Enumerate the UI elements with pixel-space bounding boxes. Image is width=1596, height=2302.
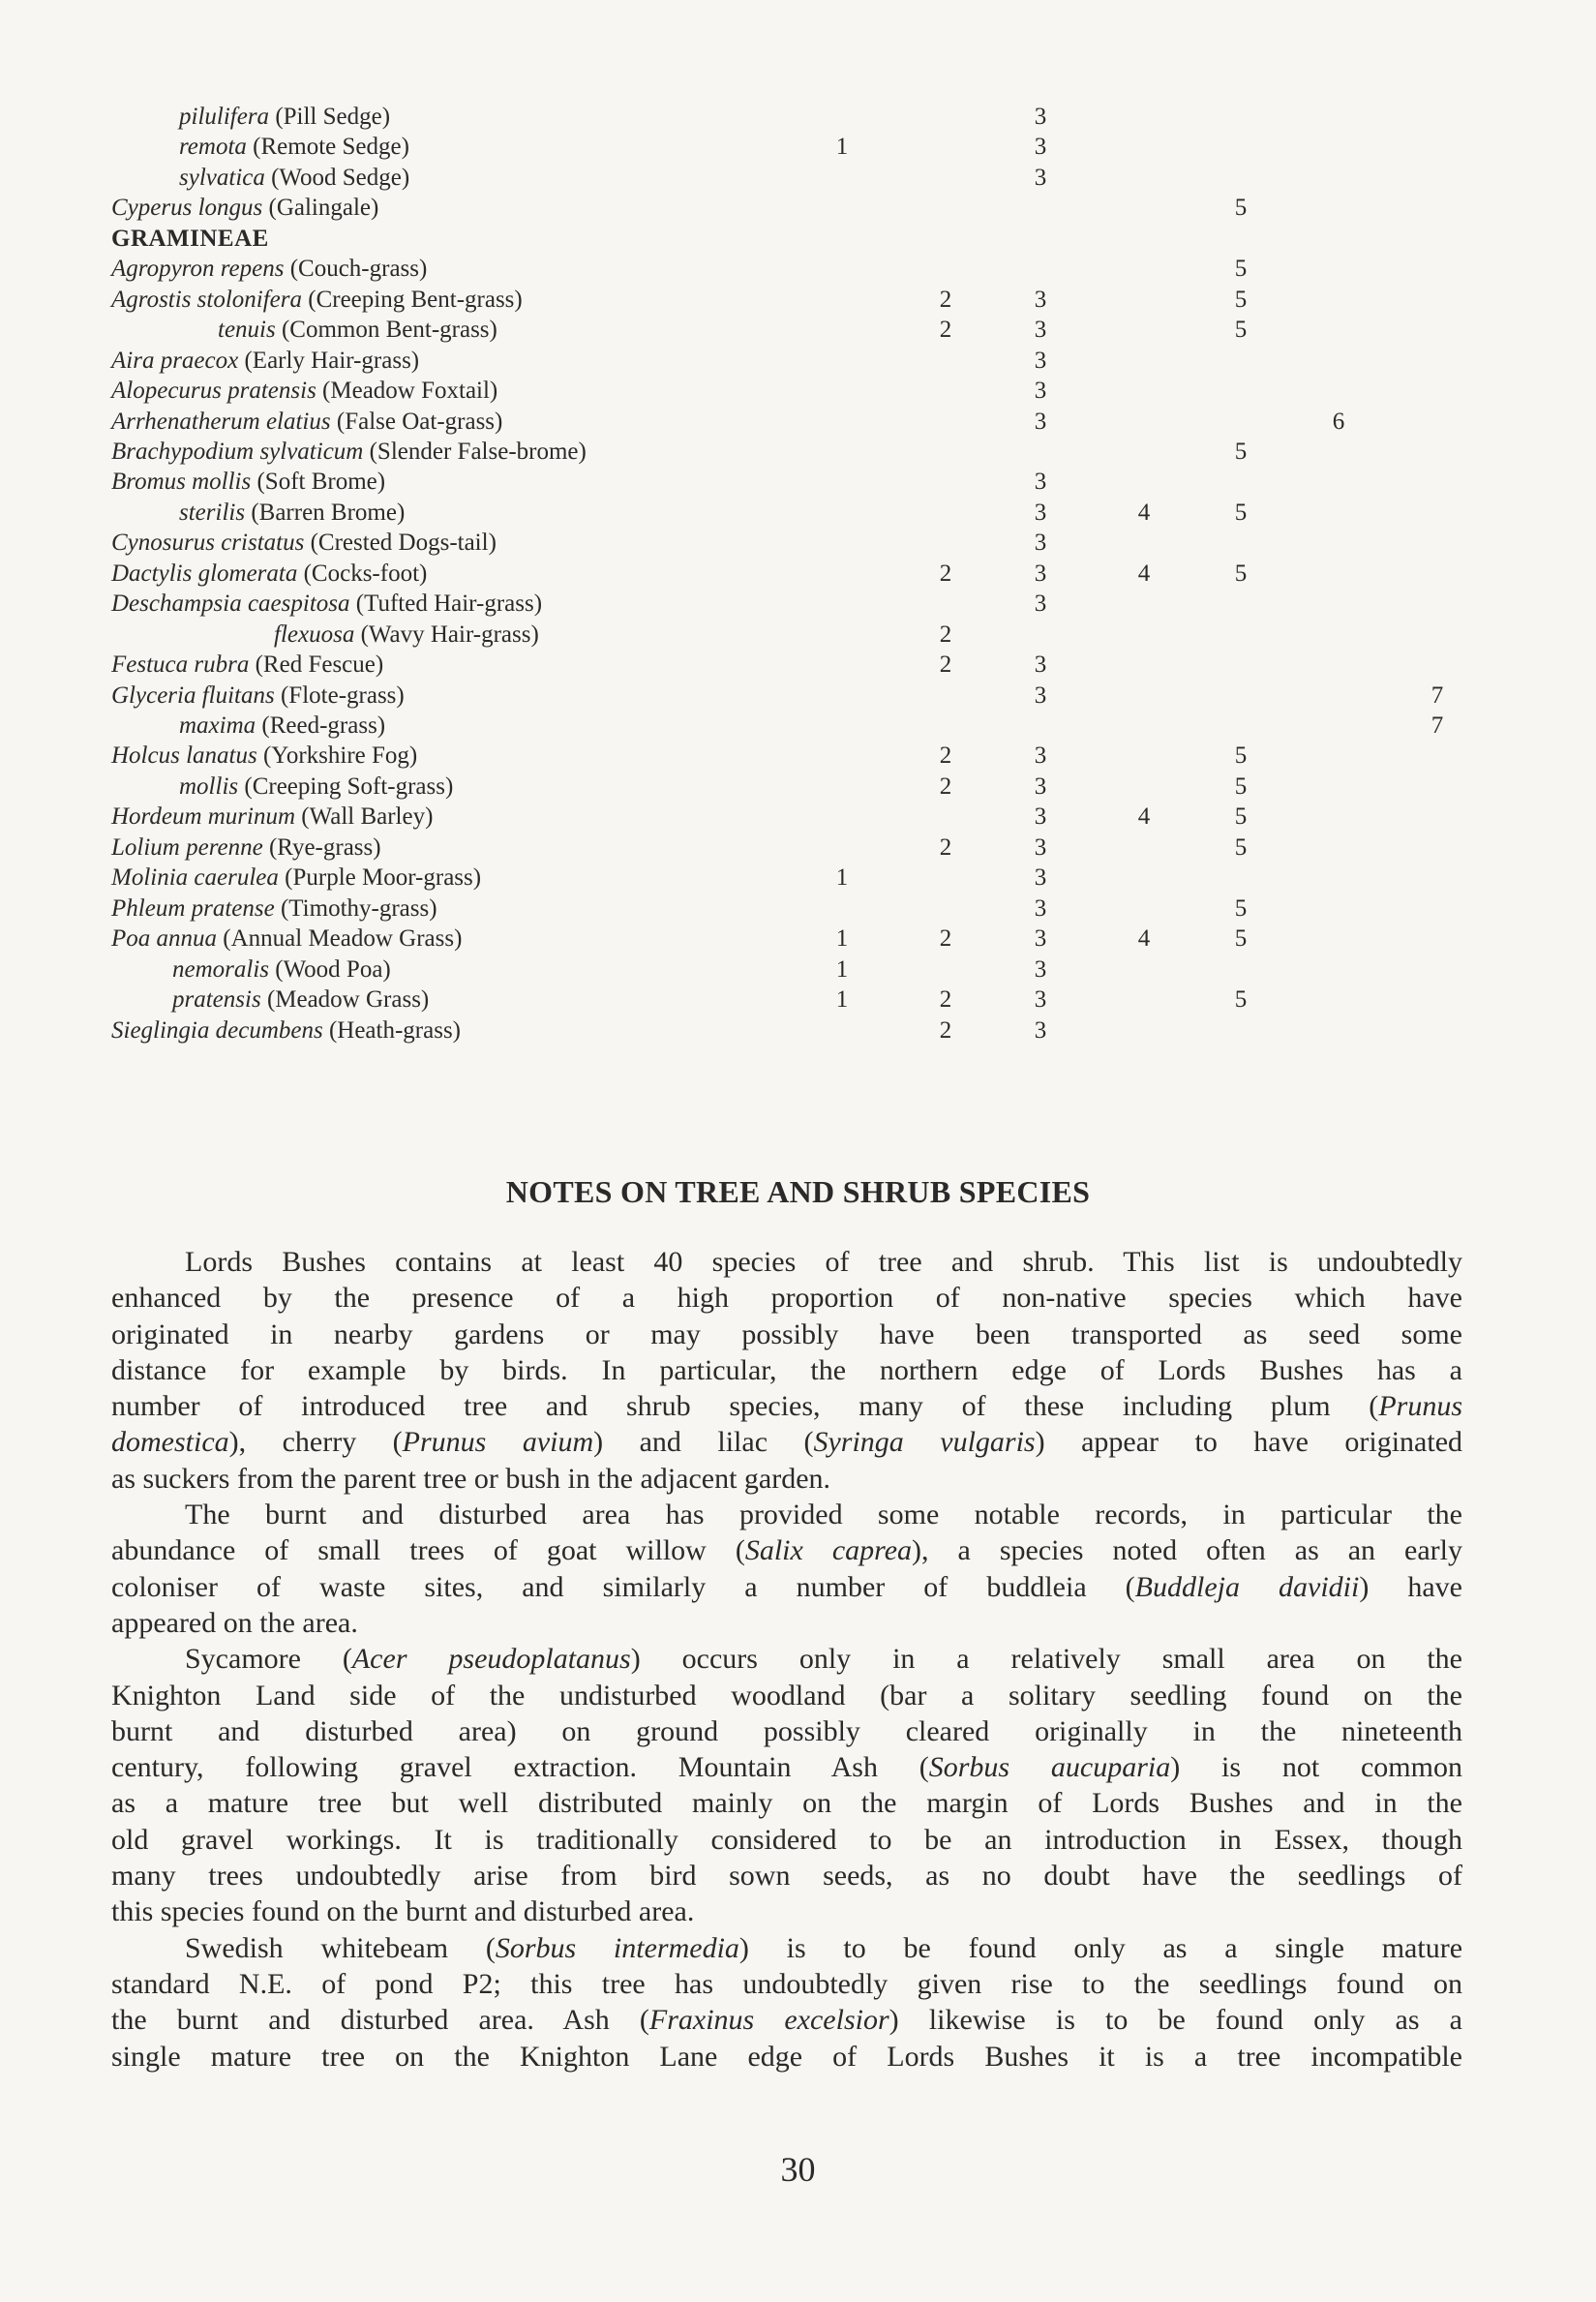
common-name: (Cocks-foot) [297,560,428,587]
habitat-column-5-value: 5 [1234,894,1248,922]
text-line [111,1822,1462,1858]
habitat-column-3-value: 3 [1034,104,1047,130]
latin-name: Cyperus longus [111,195,263,222]
habitat-column-3-value: 3 [1034,560,1047,587]
species-name [111,528,497,558]
common-name: (Creeping Bent-grass) [302,286,523,313]
species-name [111,802,433,832]
latin-name: remota [179,134,247,161]
habitat-column-3-value: 3 [1034,591,1047,618]
text-run: as suckers from the parent tree or bush in the adjacent garden. [111,1462,831,1495]
habitat-column-5-value: 5 [1234,286,1248,313]
habitat-column-3-value: 3 [1034,651,1047,679]
habitat-column-3-value: 3 [1034,317,1047,344]
family-heading: GRAMINEAE [111,225,269,252]
text-line [111,1244,1462,1280]
italic-species-name: Syringa vulgaris [813,1426,1036,1459]
species-name [179,163,409,193]
habitat-column-5-value: 5 [1234,772,1248,800]
text-run: Knighton Land side of the undisturbed woodland (bar a solitary seedling found on the [111,1679,1462,1711]
habitat-column-3-value: 3 [1034,530,1047,557]
species-table [0,0,1596,1065]
species-row [0,589,1596,619]
text-run: number of introduced tree and shrub species, many of these including plum ( [111,1390,1379,1423]
species-name [111,1015,461,1045]
text-run: originated in nearby gardens or may possibly have been transported as seed some [111,1318,1462,1350]
species-row [0,102,1596,132]
species-row [0,711,1596,741]
common-name: (Red Fescue) [249,651,384,679]
species-name [179,498,405,528]
text-line [111,1497,1462,1532]
species-row [0,559,1596,589]
habitat-column-5-value: 5 [1234,925,1248,953]
text-line [111,1678,1462,1713]
species-name [111,285,523,315]
habitat-column-5-value: 5 [1234,803,1248,831]
italic-species-name: Acer pseudoplatanus [351,1643,631,1676]
common-name: (Tufted Hair-grass) [349,591,543,618]
text-line [111,1966,1462,2002]
species-name [111,346,419,376]
species-row [0,954,1596,984]
species-name [111,741,417,771]
habitat-column-3-value: 3 [1034,833,1047,861]
text-run: distance for example by birds. In particular, the northern edge of Lords Bushes has a [111,1353,1462,1386]
common-name: (Crested Dogs-tail) [304,530,497,557]
habitat-column-4-value: 4 [1137,560,1151,587]
text-line [111,1749,1462,1785]
text-line [111,1569,1462,1605]
latin-name: Glyceria fluitans [111,682,275,709]
latin-name: Phleum pratense [111,894,275,922]
species-name [111,650,383,680]
latin-name: Hordeum murinum [111,803,296,831]
text-run: appeared on the area. [111,1606,358,1639]
latin-name: Aira praecox [111,347,239,374]
habitat-column-3-value: 3 [1034,164,1047,191]
common-name: (False Oat-grass) [330,408,503,435]
species-name [111,193,378,223]
common-name: (Soft Brome) [251,469,386,496]
species-name [111,467,385,497]
common-name: (Couch-grass) [284,256,428,283]
habitat-column-7-value: 7 [1430,712,1444,739]
species-name [111,833,381,863]
habitat-column-2-value: 2 [939,925,952,953]
habitat-column-5-value: 5 [1234,317,1248,344]
species-row [0,924,1596,954]
common-name: (Creeping Soft-grass) [238,772,454,800]
habitat-column-1-value: 1 [835,864,849,892]
text-run: ), a species noted often as an early [912,1534,1463,1567]
habitat-column-3-value: 3 [1034,772,1047,800]
habitat-column-3-value: 3 [1034,347,1047,374]
common-name: (Wood Sedge) [264,164,410,191]
species-row [0,467,1596,497]
latin-name: sylvatica [179,164,265,191]
habitat-column-4-value: 4 [1137,499,1151,526]
habitat-column-5-value: 5 [1234,833,1248,861]
habitat-column-4-value: 4 [1137,925,1151,953]
species-name [111,254,427,284]
text-line [111,1893,1462,1929]
habitat-column-3-value: 3 [1034,742,1047,770]
latin-name: Cynosurus cristatus [111,530,305,557]
text-run: enhanced by the presence of a high proportion of non-native species which have [111,1282,1462,1315]
latin-name: pilulifera [179,104,270,130]
text-line [111,1424,1462,1460]
habitat-column-2-value: 2 [939,742,952,770]
species-row [0,984,1596,1015]
latin-name: flexuosa [274,621,355,648]
text-run: coloniser of waste sites, and similarly a number of buddleia ( [111,1570,1135,1603]
latin-name: Arrhenatherum elatius [111,408,331,435]
species-name [179,132,409,162]
text-run: old gravel workings. It is traditionally considered to be an introduction in Essex, though [111,1823,1462,1856]
latin-name: sterilis [179,499,246,526]
common-name: (Pill Sedge) [269,104,391,130]
habitat-column-3-value: 3 [1034,803,1047,831]
text-run: ) occurs only in a relatively small area on the [630,1643,1462,1676]
common-name: (Purple Moor-grass) [278,864,482,892]
habitat-column-5-value: 5 [1234,742,1248,770]
text-run: ) is to be found only as a single mature [738,1931,1463,1964]
text-run: the burnt and disturbed area. Ash ( [111,2004,649,2037]
species-row [0,254,1596,284]
habitat-column-7-value: 7 [1430,682,1444,709]
common-name: (Rye-grass) [262,833,381,861]
habitat-column-3-value: 3 [1034,408,1047,435]
common-name: (Flote-grass) [274,682,405,709]
text-line [111,1280,1462,1316]
species-name [179,772,453,802]
latin-name: nemoralis [172,955,269,983]
common-name: (Yorkshire Fog) [256,742,418,770]
text-line [111,1785,1462,1821]
species-name [179,711,385,741]
habitat-column-5-value: 5 [1234,195,1248,222]
habitat-column-3-value: 3 [1034,469,1047,496]
species-row [0,407,1596,437]
species-row [0,528,1596,558]
page-number: 30 [780,2150,816,2189]
text-run: Lords Bushes contains at least 40 species of tree and shrub. This list is undoubtedly [185,1246,1462,1278]
text-run: ) have [1359,1570,1462,1603]
common-name: (Slender False-brome) [363,438,587,465]
species-row [0,315,1596,345]
text-run: century, following gravel extraction. Mountain Ash ( [111,1751,929,1784]
habitat-column-2-value: 2 [939,286,952,313]
latin-name: Agrostis stolonifera [111,286,303,313]
latin-name: Alopecurus pratensis [111,378,316,405]
species-row [0,650,1596,680]
text-line [111,2039,1462,2075]
common-name: (Meadow Foxtail) [316,378,498,405]
habitat-column-3-value: 3 [1034,499,1047,526]
species-row [0,224,1596,254]
habitat-column-3-value: 3 [1034,1016,1047,1044]
text-run: Sycamore ( [185,1643,352,1676]
habitat-column-1-value: 1 [835,925,849,953]
habitat-column-1-value: 1 [835,955,849,983]
habitat-column-5-value: 5 [1234,438,1248,465]
text-run: ), cherry ( [228,1426,403,1459]
text-run: standard N.E. of pond P2; this tree has undoubtedly given rise to the seedlings found on [111,1967,1462,2000]
text-run: as a mature tree but well distributed mainly on the margin of Lords Bushes and in the [111,1787,1462,1820]
species-name [111,863,481,893]
text-line [111,2002,1462,2038]
habitat-column-2-value: 2 [939,772,952,800]
italic-species-name: Buddleja davidii [1134,1570,1360,1603]
common-name: (Wood Poa) [269,955,391,983]
species-name [274,620,539,650]
habitat-column-1-value: 1 [835,134,849,161]
text-run: many trees undoubtedly arise from bird sown seeds, as no doubt have the seedlings of [111,1860,1462,1893]
species-name [172,954,391,984]
text-run: abundance of small trees of goat willow ( [111,1534,745,1567]
notes-body [111,1244,1462,2075]
species-row [0,132,1596,162]
italic-species-name: domestica [111,1426,229,1459]
common-name: (Wall Barley) [295,803,434,831]
habitat-column-1-value: 1 [835,986,849,1014]
italic-species-name: Prunus avium [402,1426,594,1459]
habitat-column-3-value: 3 [1034,286,1047,313]
habitat-column-4-value: 4 [1137,803,1151,831]
italic-species-name: Sorbus aucuparia [928,1751,1171,1784]
text-line [111,1388,1462,1424]
latin-name: Sieglingia decumbens [111,1016,323,1044]
habitat-column-2-value: 2 [939,833,952,861]
species-row [0,772,1596,802]
latin-name: Holcus lanatus [111,742,257,770]
species-row [0,863,1596,893]
species-row [0,833,1596,863]
latin-name: Lolium perenne [111,833,263,861]
text-line [111,1858,1462,1893]
common-name: (Wavy Hair-grass) [354,621,539,648]
latin-name: Poa annua [111,925,218,953]
habitat-column-2-value: 2 [939,651,952,679]
italic-species-name: Sorbus intermedia [495,1931,739,1964]
latin-name: Festuca rubra [111,651,250,679]
habitat-column-5-value: 5 [1234,256,1248,283]
species-name [172,984,429,1015]
latin-name: Brachypodium sylvaticum [111,438,364,465]
habitat-column-3-value: 3 [1034,986,1047,1014]
species-row [0,894,1596,924]
common-name: (Remote Sedge) [246,134,409,161]
text-line [111,1532,1462,1568]
latin-name: Deschampsia caespitosa [111,591,350,618]
habitat-column-3-value: 3 [1034,134,1047,161]
species-row [0,1015,1596,1045]
text-line [111,1605,1462,1641]
latin-name: Molinia caerulea [111,864,279,892]
habitat-column-2-value: 2 [939,621,952,648]
latin-name: pratensis [172,986,261,1014]
species-name [111,924,462,954]
latin-name: tenuis [218,317,276,344]
species-row [0,376,1596,406]
italic-species-name: Salix caprea [744,1534,913,1567]
common-name: (Common Bent-grass) [275,317,497,344]
species-row [0,498,1596,528]
text-line [111,1641,1462,1677]
species-row [0,681,1596,711]
habitat-column-2-value: 2 [939,986,952,1014]
common-name: (Meadow Grass) [260,986,430,1014]
habitat-column-2-value: 2 [939,1016,952,1044]
text-run: this species found on the burnt and disturbed area. [111,1895,695,1928]
italic-species-name: Prunus [1378,1390,1462,1423]
species-row [0,163,1596,193]
species-name [111,376,497,406]
habitat-column-3-value: 3 [1034,955,1047,983]
habitat-column-5-value: 5 [1234,560,1248,587]
text-run: Swedish whitebeam ( [185,1931,496,1964]
habitat-column-2-value: 2 [939,560,952,587]
species-name [111,589,542,619]
text-run: single mature tree on the Knighton Lane edge of Lords Bushes it is a tree incompatible [111,2040,1462,2073]
species-name [111,407,502,437]
habitat-column-3-value: 3 [1034,378,1047,405]
species-row [0,285,1596,315]
text-run: ) appear to have originated [1035,1426,1463,1459]
latin-name: maxima [179,712,256,739]
habitat-column-3-value: 3 [1034,894,1047,922]
species-row [0,346,1596,376]
common-name: (Early Hair-grass) [238,347,420,374]
text-run: ) likewise is to be found only as a [888,2004,1462,2037]
text-line [111,1713,1462,1749]
latin-name: Agropyron repens [111,256,285,283]
text-line [111,1317,1462,1352]
text-run: burnt and disturbed area) on ground possibly cleared originally in the nineteenth [111,1714,1462,1747]
species-row [0,802,1596,832]
text-run: ) and lilac ( [593,1426,814,1459]
species-row [0,193,1596,223]
habitat-column-3-value: 3 [1034,682,1047,709]
latin-name: Dactylis glomerata [111,560,298,587]
habitat-column-5-value: 5 [1234,499,1248,526]
common-name: (Galingale) [262,195,379,222]
habitat-column-5-value: 5 [1234,986,1248,1014]
species-row [0,620,1596,650]
common-name: (Reed-grass) [256,712,386,739]
habitat-column-3-value: 3 [1034,864,1047,892]
species-name [218,315,497,345]
latin-name: mollis [179,772,239,800]
text-line [111,1930,1462,1966]
species-name [111,681,405,711]
text-line [111,1352,1462,1388]
common-name: (Heath-grass) [322,1016,462,1044]
text-run: ) is not common [1170,1751,1462,1784]
latin-name: Bromus mollis [111,469,252,496]
species-row [0,437,1596,467]
section-heading: NOTES ON TREE AND SHRUB SPECIES [505,1174,1091,1209]
species-name [179,102,390,132]
species-name [111,559,427,589]
habitat-column-3-value: 3 [1034,925,1047,953]
species-name [111,437,587,467]
species-row [0,741,1596,771]
habitat-column-6-value: 6 [1332,408,1345,435]
text-run: The burnt and disturbed area has provided some notable records, in particular the [185,1499,1462,1531]
italic-species-name: Fraxinus excelsior [648,2004,889,2037]
common-name: (Annual Meadow Grass) [217,925,463,953]
text-line [111,1461,1462,1497]
common-name: (Barren Brome) [245,499,406,526]
habitat-column-2-value: 2 [939,317,952,344]
common-name: (Timothy-grass) [274,894,437,922]
species-name [111,894,437,924]
